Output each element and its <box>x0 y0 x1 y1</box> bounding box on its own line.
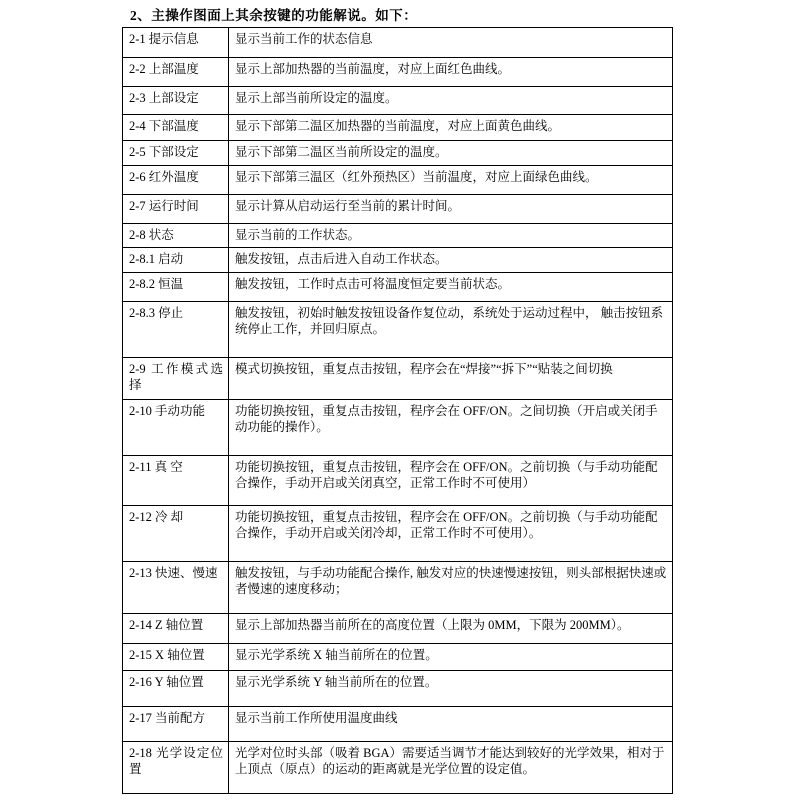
table-row <box>123 195 673 224</box>
key-cell: 2-7 运行时间 <box>123 195 229 224</box>
desc-cell: 显示上部当前所设定的温度。 <box>229 87 673 115</box>
key-cell: 2-5 下部设定 <box>123 141 229 166</box>
desc-cell: 显示下部第三温区（红外预热区）当前温度，对应上面绿色曲线。 <box>229 166 673 195</box>
table-row <box>123 562 673 614</box>
table-row <box>123 707 673 742</box>
table-row <box>123 358 673 400</box>
desc-cell: 功能切换按钮，重复点击按钮，程序会在 OFF/ON。之前切换（与手动功能配合操作，手动开启或关闭冷却，正常工作时不可使用）。 <box>229 506 673 562</box>
table-row <box>123 87 673 115</box>
desc-cell: 显示计算从启动运行至当前的累计时间。 <box>229 195 673 224</box>
desc-cell: 显示下部第二温区加热器的当前温度，对应上面黄色曲线。 <box>229 115 673 141</box>
desc-cell: 功能切换按钮，重复点击按钮，程序会在 OFF/ON。之前切换（与手动功能配合操作，手动开启或关闭真空，正常工作时不可使用） <box>229 456 673 506</box>
desc-cell: 显示上部加热器当前所在的高度位置（上限为 0MM，下限为 200MM）。 <box>229 614 673 644</box>
key-cell: 2-12 冷 却 <box>123 506 229 562</box>
key-cell: 2-18 光学设定位置 <box>123 742 229 794</box>
desc-cell: 显示当前工作所使用温度曲线 <box>229 707 673 742</box>
desc-cell: 触发按钮，工作时点击可将温度恒定要当前状态。 <box>229 273 673 302</box>
table-row <box>123 302 673 358</box>
key-cell: 2-14 Z 轴位置 <box>123 614 229 644</box>
key-cell: 2-15 X 轴位置 <box>123 644 229 671</box>
key-cell: 2-8.1 启动 <box>123 248 229 273</box>
key-cell: 2-17 当前配方 <box>123 707 229 742</box>
key-cell: 2-10 手动功能 <box>123 400 229 456</box>
desc-cell: 显示光学系统 X 轴当前所在的位置。 <box>229 644 673 671</box>
table-row <box>123 644 673 671</box>
desc-cell: 触发按钮，与手动功能配合操作, 触发对应的快速慢速按钮，则头部根据快速或者慢速的速度移动； <box>229 562 673 614</box>
table-row <box>123 166 673 195</box>
table-row <box>123 400 673 456</box>
table-row <box>123 742 673 794</box>
desc-cell: 显示光学系统 Y 轴当前所在的位置。 <box>229 671 673 707</box>
key-cell: 2-2 上部温度 <box>123 58 229 87</box>
button-function-table <box>122 27 673 794</box>
desc-cell: 显示当前的工作状态。 <box>229 224 673 248</box>
table-row <box>123 224 673 248</box>
table-row <box>123 614 673 644</box>
key-cell: 2-6 红外温度 <box>123 166 229 195</box>
key-cell: 2-11 真 空 <box>123 456 229 506</box>
desc-cell: 显示上部加热器的当前温度，对应上面红色曲线。 <box>229 58 673 87</box>
table-row <box>123 141 673 166</box>
table-row <box>123 28 673 58</box>
key-cell: 2-4 下部温度 <box>123 115 229 141</box>
key-cell: 2-9 工作模式选择 <box>123 358 229 400</box>
key-cell: 2-1 提示信息 <box>123 28 229 58</box>
key-cell: 2-3 上部设定 <box>123 87 229 115</box>
key-cell: 2-16 Y 轴位置 <box>123 671 229 707</box>
table-row <box>123 456 673 506</box>
section-title: 2、主操作图面上其余按键的功能解说。如下： <box>130 8 418 23</box>
table-row <box>123 273 673 302</box>
desc-cell: 触发按钮，初始时触发按钮设备作复位动，系统处于运动过程中， 触击按钮系统停止工作，并回归原点。 <box>229 302 673 358</box>
desc-cell: 功能切换按钮，重复点击按钮，程序会在 OFF/ON。之间切换（开启或关闭手动功能的操作）。 <box>229 400 673 456</box>
key-cell: 2-8 状态 <box>123 224 229 248</box>
desc-cell: 触发按钮，点击后进入自动工作状态。 <box>229 248 673 273</box>
desc-cell: 显示下部第二温区当前所设定的温度。 <box>229 141 673 166</box>
desc-cell: 显示当前工作的状态信息 <box>229 28 673 58</box>
table-row <box>123 506 673 562</box>
key-cell: 2-8.2 恒温 <box>123 273 229 302</box>
table-row <box>123 58 673 87</box>
key-cell: 2-8.3 停止 <box>123 302 229 358</box>
key-cell: 2-13 快速、慢速 <box>123 562 229 614</box>
table-row <box>123 248 673 273</box>
table-row <box>123 671 673 707</box>
table-row <box>123 115 673 141</box>
desc-cell: 光学对位时头部（吸着 BGA）需要适当调节才能达到较好的光学效果，相对于上顶点（原点）的运动的距离就是光学位置的设定值。 <box>229 742 673 794</box>
desc-cell: 模式切换按钮，重复点击按钮，程序会在“焊接”“拆下”“贴装之间切换 <box>229 358 673 400</box>
